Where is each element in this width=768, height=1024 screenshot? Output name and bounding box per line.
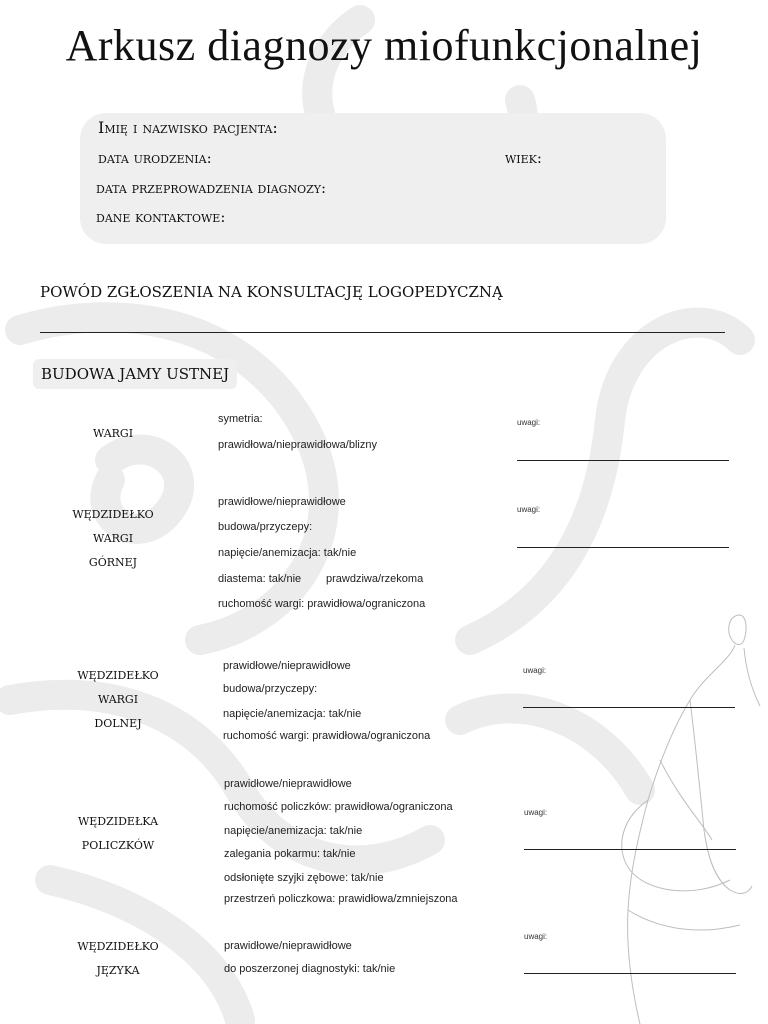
category-name-line: wędzidełko [77,936,159,954]
category-name-line: wargi [97,689,139,707]
category-wargi [38,420,188,444]
category-wedzidelko-wargi-gornej [38,501,188,573]
notes-label: uwagi: [523,666,547,675]
category-name-line: wargi [92,528,134,546]
category-name-line: dolnej [94,713,142,731]
page-title: Arkusz diagnozy miofunkcjonalnej [65,21,703,70]
category-name-line: wargi [92,423,134,441]
field-text: zalegania pokarmu: tak/nie [224,848,356,860]
field-text: budowa/przyczepy: [223,683,318,695]
field-text: budowa/przyczepy: [218,521,313,533]
age-label: wiek: [505,149,542,167]
notes-label: uwagi: [524,808,548,817]
notes-line [523,707,735,708]
notes-line [517,547,729,548]
field-text: ruchomość policzków: prawidłowa/ograniczona [224,801,453,813]
category-name-line: górnej [88,552,138,570]
notes-label: uwagi: [524,932,548,941]
reason-heading: POWÓD ZGŁOSZENIA NA KONSULTACJĘ LOGOPEDYCZNĄ [40,283,503,301]
field-text: przestrzeń policzkowa: prawidłowa/zmniejszona [224,893,458,905]
category-name-line: wędzidełko [77,665,159,683]
category-name-line: wędzidełko [72,504,154,522]
diagnosis-date-label: data przeprowadzenia diagnozy: [96,179,327,197]
category-wedzidelka-policzkow [43,808,193,856]
reason-line [40,332,725,333]
field-text: prawidłowe/nieprawidłowe [224,778,352,790]
category-wedzidelko-jezyka [43,933,193,981]
patient-name-label: Imię i nazwisko pacjenta: [98,118,278,137]
field-text: symetria: [218,413,263,425]
section-heading: BUDOWA JAMY USTNEJ [41,365,230,383]
notes-label: uwagi: [517,418,541,427]
field-text: napięcie/anemizacja: tak/nie [223,708,362,720]
field-text: napięcie/anemizacja: tak/nie [224,825,363,837]
field-text: do poszerzonej diagnostyki: tak/nie [224,963,396,975]
notes-line [517,460,729,461]
category-name-line: języka [96,960,140,978]
field-text: odsłonięte szyjki zębowe: tak/nie [224,872,384,884]
notes-line [524,973,736,974]
category-name-line: policzków [81,835,155,853]
field-text: napięcie/anemizacja: tak/nie [218,547,357,559]
field-text: prawidłowe/nieprawidłowe [218,496,346,508]
birth-date-label: data urodzenia: [98,149,212,167]
field-text: prawidłowe/nieprawidłowe [224,940,352,952]
field-text-diastema-type: prawdziwa/rzekoma [326,573,424,585]
field-text: prawidłowa/nieprawidłowa/blizny [218,439,377,451]
field-text: prawidłowe/nieprawidłowe [223,660,351,672]
contact-label: dane kontaktowe: [96,208,226,226]
field-text: ruchomość wargi: prawidłowa/ograniczona [223,730,431,742]
category-wedzidelko-wargi-dolnej [43,662,193,734]
notes-line [524,849,736,850]
category-name-line: wędzidełka [77,811,159,829]
field-text: diastema: tak/nie [218,573,302,585]
field-text: ruchomość wargi: prawidłowa/ograniczona [218,598,426,610]
notes-label: uwagi: [517,505,541,514]
section-heading-pill [33,359,237,389]
